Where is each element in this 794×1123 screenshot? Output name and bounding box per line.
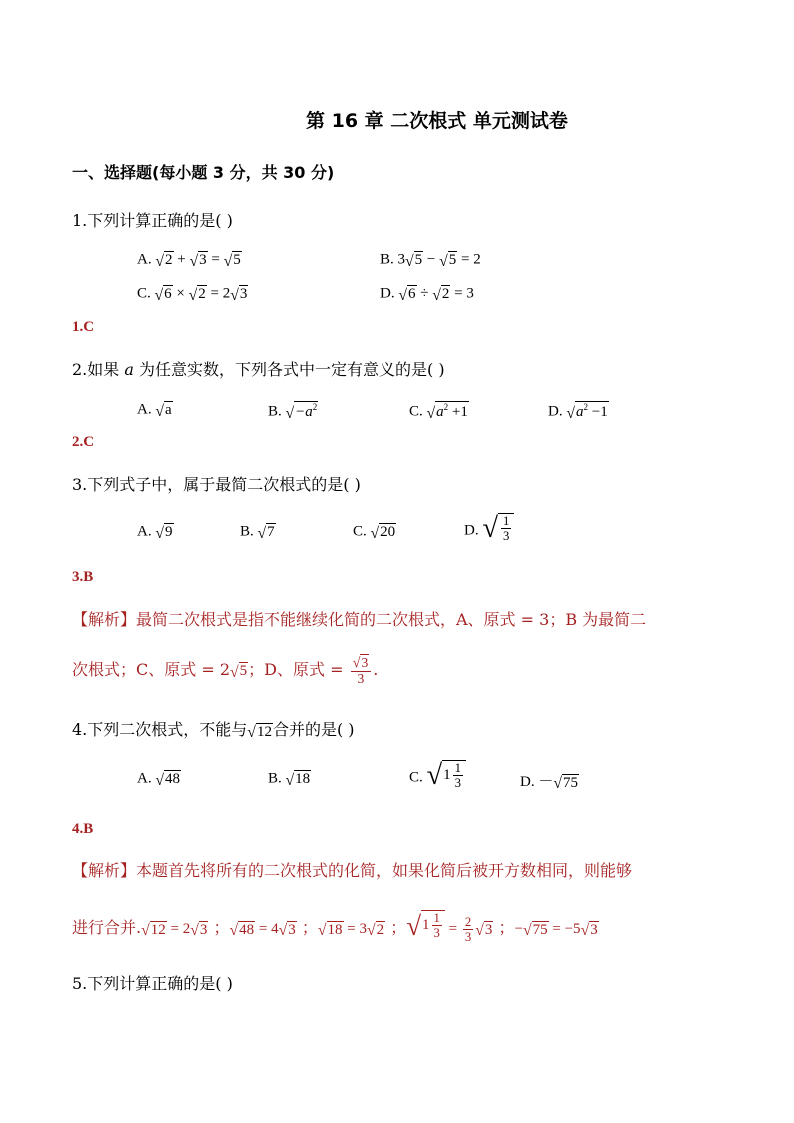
question-3-stem: 3.下列式子中，属于最简二次根式的是( ) (72, 475, 361, 494)
q3-option-c[interactable]: C. √ 20 (353, 523, 396, 542)
section-heading: 一、选择题(每小题 3 分，共 30 分) (72, 163, 335, 182)
question-4-stem: 4.下列二次根式，不能与 √ 12 合并的是( ) (72, 720, 355, 741)
q2-option-c[interactable]: C. √ $a^2 +1$ (409, 402, 468, 422)
q3-explanation-line2: 次根式；C、原式 = 2 √ 5 ；D、原式 = √ 3 3 . (72, 655, 379, 686)
q1-option-b[interactable]: B. 3 √ 5 − √ 5 = 2 (380, 251, 481, 270)
q3-option-a[interactable]: A. √ 9 (137, 523, 173, 542)
question-1-stem: 1.下列计算正确的是( ) (72, 211, 233, 230)
q3-option-d[interactable]: D. √ $\frac{1}{3}$ (464, 513, 514, 543)
q1-option-c[interactable]: C. √ 6 × √ 2 = 2 √ 3 (137, 285, 248, 304)
question-5-stem: 5.下列计算正确的是( ) (72, 974, 233, 993)
q2-option-d[interactable]: D. √ $a^2 -1$ (548, 402, 608, 422)
q2-option-b[interactable]: B. √ $-a^2$ (268, 402, 318, 422)
q1-answer: 1.C (72, 319, 95, 335)
q1-option-d[interactable]: D. √ 6 ÷ √ 2 = 3 (380, 285, 474, 304)
q4-option-b[interactable]: B. √ 18 (268, 770, 311, 789)
page-title: 第 16 章 二次根式 单元测试卷 (306, 110, 568, 132)
q2-option-a[interactable]: A. √ a (137, 401, 172, 420)
q3-explanation-line1: 【解析】最简二次根式是指不能继续化简的二次根式，A、原式 = 3；B 为最简二 (72, 610, 647, 629)
q4-option-c[interactable]: C. √ 1 $\frac{1}{3}$ (409, 760, 466, 790)
q4-option-a[interactable]: A. √ 48 (137, 770, 180, 789)
q4-explanation-line1: 【解析】本题首先将所有的二次根式的化简，如果化简后被开方数相同，则能够 (72, 861, 633, 880)
q4-explanation-line2: 进行合并. √ 12 = 2 √ 3 ； √ 48 = 4 √ 3 ； √ 18 = 3 √ 2 ； √ 1 $\frac{1}{3}$ = $\frac{2}{3}$ √ 3 ；− √ 75 = −5 √ 3 (72, 911, 598, 945)
q3-answer: 3.B (72, 569, 94, 585)
q3-option-b[interactable]: B. √ 7 (240, 523, 275, 542)
question-2-stem: 2.如果 a 为任意实数，下列各式中一定有意义的是( ) (72, 360, 445, 379)
q1-option-a[interactable]: A. √ 2 + √ 3 = √ 5 (137, 251, 241, 270)
q2-answer: 2.C (72, 434, 95, 450)
q4-option-d[interactable]: D. － √ 75 (520, 774, 578, 792)
q4-answer: 4.B (72, 821, 94, 837)
